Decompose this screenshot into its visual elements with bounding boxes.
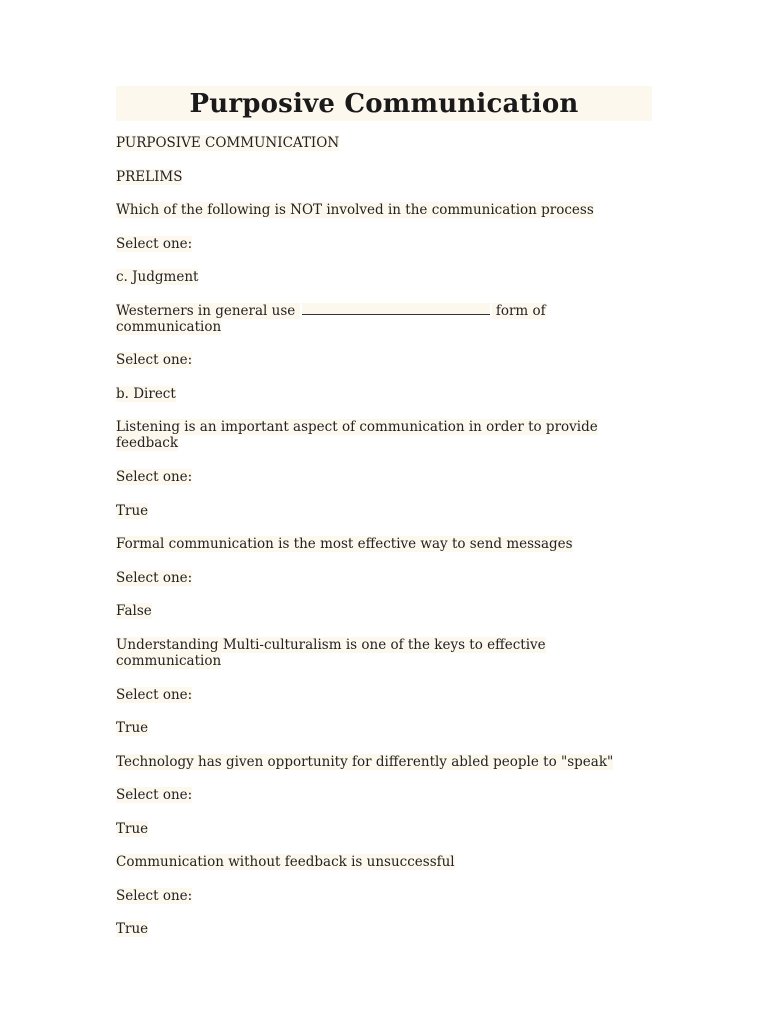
question-before-blank: Westerners in general use <box>116 302 296 319</box>
select-one-label: Select one: <box>116 352 193 368</box>
answer-text: True <box>116 921 149 937</box>
question-text: Communication without feedback is unsuccessful <box>116 854 455 870</box>
answer-text: True <box>116 820 149 837</box>
select-one-label: Select one: <box>116 887 193 904</box>
question-text: Formal communication is the most effective way to send messages <box>116 536 573 552</box>
select-one-label: Select one: <box>116 235 193 252</box>
document-title: Purposive Communication <box>189 88 579 119</box>
answer-text: b. Direct <box>116 385 176 402</box>
title-band <box>116 86 652 121</box>
answer-text: c. Judgment <box>116 269 199 285</box>
select-one-label: Select one: <box>116 469 193 485</box>
fill-in-blank <box>302 303 490 315</box>
select-one-label: Select one: <box>116 569 193 586</box>
text-line: PURPOSIVE COMMUNICATION <box>116 135 340 151</box>
question-text: Which of the following is NOT involved in the communication process <box>116 202 594 218</box>
text-line: PRELIMS <box>116 168 183 185</box>
question-text <box>116 303 652 335</box>
document-page <box>116 86 652 955</box>
question-text: Technology has given opportunity for differently abled people to "speak" <box>116 753 614 770</box>
question-text: Understanding Multi-culturalism is one of the keys to effective communication <box>116 636 546 669</box>
select-one-label: Select one: <box>116 686 193 703</box>
question-after-blank: form of communication <box>116 302 546 335</box>
answer-text: False <box>116 603 152 619</box>
question-text: Listening is an important aspect of communication in order to provide feedback <box>116 419 598 451</box>
answer-text: True <box>116 720 149 736</box>
select-one-label: Select one: <box>116 787 193 803</box>
answer-text: True <box>116 502 149 519</box>
